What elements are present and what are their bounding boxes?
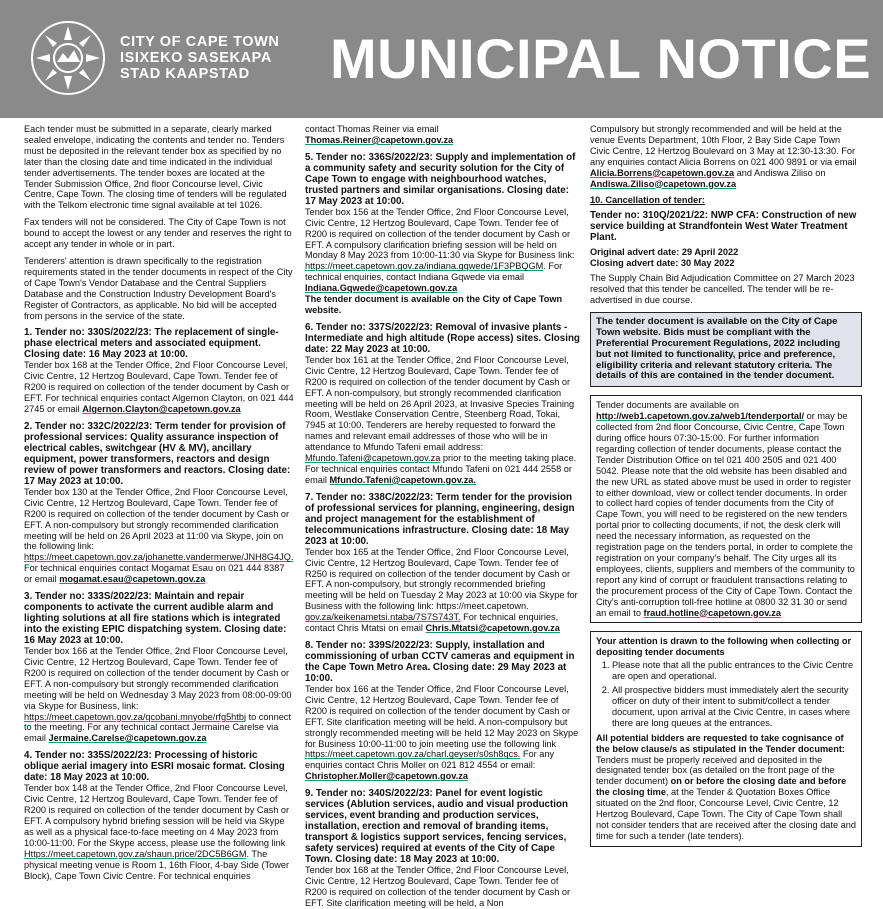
tender-note: The tender document is available on the City of Cape Town website. xyxy=(305,294,563,315)
meeting-link[interactable]: https://meet.capetown.gov.za/indiana.gqwede/1F3PBQGM xyxy=(305,261,544,272)
email-link[interactable]: Jermaine.Carelse@capetown.gov.za xyxy=(48,733,207,744)
tender-body: . For technical enquiries, contact Indiana Gqwede via email xyxy=(305,261,563,283)
column-1 xyxy=(24,124,294,881)
tender-item xyxy=(24,750,294,881)
tender-body: Tender box 168 at the Tender Office, 2nd Floor Concourse Level, Civic Centre, 12 Hertzog Boulevard, Cape Town. Tender fee of R200 is required on collection of the tender document by Cash or EFT. Site clarification meeting will be held, a Non xyxy=(305,865,571,908)
tender-heading: 3. Tender no: 333S/2022/23: Maintain and repair components to activate the current audible alarm and lighting solutions at all fire stations which is integrated into the existing EPIC dispatching system. Closing date: 16 May 2023 at 10:00. xyxy=(24,591,287,647)
column-2 xyxy=(305,124,580,908)
email-link[interactable]: mogamat.esau@capetown.gov.za xyxy=(59,574,206,585)
tender-body: Tender box 166 at the Tender Office, 2nd Floor Concourse Level, Civic Centre, 12 Hertzog Boulevard, Cape Town. Tender fee of R200 is required on collection of the tender document by Cash or EFT. Site clarification meeting will be held. A non-compulsory but strongly recommended meeting will be held 12 May 2023 on Skype for Business 10:00-11:00 to join meeting use the following link xyxy=(305,684,579,749)
tender-heading: 8. Tender no: 339S/2022/23: Supply, installation and commissioning of urban CCTV cameras and equipment in the Cape Town Metro Area. Closing date: 29 May 2023 at 10:00. xyxy=(305,640,575,684)
email-link[interactable]: Indiana.Gqwede@capetown.gov.za xyxy=(305,283,458,294)
clause-heading: All potential bidders are requested to take cognisance of the below clause/s as stipulated in the Tender document: xyxy=(596,732,845,754)
tender-body: and Andiswa Ziliso on xyxy=(736,167,826,178)
intro-paragraph: Each tender must be submitted in a separate, clearly marked sealed envelope, indicating the contents and tender no. Tenders must be deposited in the relevant tender box as specified by no later than the closing date and time indicated in the individual tender advertisements. The tender boxes are located at the Tender Submission Office, 2nd floor Concourse level, Civic Centre, Cape Town. The closing time of tenders will be regulated with the Telkom electronic time signal available at tel 1026. xyxy=(24,124,287,211)
tender-heading: 5. Tender no: 336S/2022/23: Supply and implementation of a community safety and security solution for the City of Cape Town to engage with neighbourhood watches, trusted partners and similar organisations. Closing date: 17 May 2023 at 10:00. xyxy=(305,151,576,207)
tender-body: Tender box 166 at the Tender Office, 2nd Floor Concourse Level, Civic Centre, 12 Hertzog Boulevard, Cape Town. Tender fee of R200 is required on collection of the tender document by Cash or EFT. A non-compulsory but strongly recommended clarification meeting will be held on Wednesday 3 May 2023 from 08:00-09:00 via Skype for Business, link: xyxy=(24,646,292,711)
tender-body: contact Thomas Reiner via email xyxy=(305,124,439,134)
header-banner xyxy=(0,0,883,118)
meeting-link[interactable]: https://meet.capetown.gov.za/johanette.vandermerwe/JNH8G4JQ. xyxy=(24,552,294,563)
tender-portal-link[interactable]: http://web1.capetown.gov.za/web1/tenderportal/ xyxy=(596,411,805,422)
email-link[interactable]: Algernon.Clayton@capetown.gov.za xyxy=(82,404,241,415)
tender-item xyxy=(305,640,580,782)
tender-body: Tender box 168 at the Tender Office, 2nd Floor Concourse Level, Civic Centre, 12 Hertzog Boulevard, Cape Town. Tender fee of R200 is required on collection of the tender document by Cash or EFT. For technical enquiries contact Algernon Clayton, on 021 444 2745 or email xyxy=(24,360,294,415)
organization-name xyxy=(120,34,280,82)
org-line-3: STAD KAAPSTAD xyxy=(120,66,250,82)
tender-body: prior to the meeting taking place. For technical enquiries contact Mfundo Tafeni on 021 444 2558 or email xyxy=(305,453,577,485)
email-link[interactable]: Thomas.Reiner@capetown.gov.za xyxy=(305,134,454,145)
compliance-text: The tender document is available on the City of Cape Town website. Bids must be compliant with the Preferential Procurement Regulations, 2022 including but not limited to functionality, price and preference, eligibility criteria and relevant statutory criteria. The details of this are contained in the tender document. xyxy=(596,315,841,382)
tender-item xyxy=(24,421,294,585)
tender-continued xyxy=(305,124,580,146)
fraud-hotline-email[interactable]: fraud.hotline@capetown.gov.za xyxy=(643,607,781,618)
tender-heading: 7. Tender no: 338C/2022/23: Term tender for the provision of professional services for planning, engineering, design and project management for the establishment of telecommunications infrastructure. Closing date: 18 May 2023 at 10:00. xyxy=(305,491,575,547)
email-link[interactable]: Mfundo.Tafeni@capetown.gov.za xyxy=(305,453,441,464)
attention-list xyxy=(596,660,856,728)
email-link[interactable]: Mfundo.Tafeni@capetown.gov.za. xyxy=(329,474,476,485)
tender-heading: 9. Tender no: 340S/2022/23: Panel for event logistic services (Ablution services, audio and visual production services, event branding and production services, installation, erection and removal of branding items, transport & logistics support services, fencing services, safety services) required at events of the City of Cape Town. Closing date: 18 May 2023 at 10:00. xyxy=(305,788,568,866)
email-link[interactable]: Chris.Mtatsi@capetown.gov.za xyxy=(425,623,560,634)
tender-body: . The physical meeting venue is Room 1, 16th Floor, 4-bay Side (Tower Block), Cape Town Civic Centre. For technical enquiries xyxy=(24,848,290,881)
email-link[interactable]: Andiswa.Ziliso@capetown.gov.za xyxy=(590,178,737,189)
list-item: 1. Please note that all the public entrances to the Civic Centre are open and operational. xyxy=(612,660,856,682)
page-title: MUNICIPAL NOTICE xyxy=(330,27,872,90)
tender-item xyxy=(305,152,580,316)
email-link[interactable]: Christopher.Moller@capetown.gov.za xyxy=(305,771,468,782)
tender-heading: 1. Tender no: 330S/2022/23: The replacement of single-phase electrical meters and associated equipment. Closing date: 16 May 2023 at 10:00. xyxy=(24,327,279,361)
org-line-1: CITY OF CAPE TOWN xyxy=(120,34,280,50)
tender-body: to connect to the meeting. For any technical contact Jermaine Carelse via email xyxy=(24,711,291,744)
tender-body: For technical enquiries, contact Chris Mtatsi on email xyxy=(305,612,559,634)
cancellation-heading: 10. Cancellation of tender: xyxy=(590,195,705,206)
attention-heading: Your attention is drawn to the following when collecting or depositing tender documents xyxy=(596,636,852,658)
tender-continued xyxy=(590,124,862,189)
tender-item xyxy=(305,492,580,634)
tender-item xyxy=(305,788,580,909)
intro-paragraph: Fax tenders will not be considered. The City of Cape Town is not bound to accept the lowest or any tender and reserves the right to accept any tender in whole or in part. xyxy=(24,217,292,250)
tender-body: For technical enquiries contact Mogamat Esau on 021 444 8387 or email xyxy=(24,563,285,585)
list-item: 2. All prospective bidders must immediately alert the security officer on duty of their intent to submit/collect a tender document, upon arrival at the Civic Centre, in cases where there are long queues at the entrances. xyxy=(612,685,856,729)
tender-body: Tender box 130 at the Tender Office, 2nd Floor Concourse Level, Civic Centre, 12 Hertzog Boulevard, Cape Town. Tender fee of R200 is required on collection of the tender document by Cash or EFT. A non-compulsory but strongly recommended clarification meeting will be held on 26 April 2023 at 11:00 via Skype, join on the following link: xyxy=(24,486,290,552)
tender-body: Compulsory but strongly recommended and will be held at the venue Events Department, 10th Floor, 2 Bay Side Cape Town Civic Centre, 12 Hertzog Boulevard on 3 May at 12:30-13:30. For any enquiries contact Alicia Borrens on 021 400 9891 or via email xyxy=(590,124,857,167)
org-line-2: ISIXEKO SASEKAPA xyxy=(120,50,272,66)
cancellation-resolution: The Supply Chain Bid Adjudication Committee on 27 March 2023 resolved that this tender be cancelled. The tender will be re-advertised in due course. xyxy=(590,273,855,305)
clause-part: , at the Tender & Quotation Boxes Office situated on the 2nd floor, Concourse Level, Civic Centre, 12 Hertzog Boulevard, Cape Town. The City of Cape Town shall not consider tenders that are received after the closing date and time for such a tender (late tenders). xyxy=(596,787,856,841)
tender-documents-box xyxy=(590,395,862,623)
clause-emphasis: on or before the closing date and before the closing time xyxy=(596,776,847,798)
column-3 xyxy=(590,124,862,846)
tender-body: Tender box 156 at the Tender Office, 2nd Floor Concourse Level, Civic Centre, 12 Hertzog Boulevard, Cape Town. Tender fee of R200 is required on collection of the tender document by Cash or EFT. A compulsory clarification briefing session will be held on Monday 8 May 2023 from 10:00-11:30 via Skype for Business link: xyxy=(305,206,575,261)
clause-part: Tenders must be properly received and deposited in the designated tender box (as detailed on the front page of the tender document) xyxy=(596,754,835,787)
cancellation-section xyxy=(590,195,862,305)
closing-advert-date: Closing advert date: 30 May 2022 xyxy=(590,258,735,269)
tender-item xyxy=(305,322,580,486)
attention-box xyxy=(590,631,862,846)
tender-item xyxy=(24,327,294,415)
intro-paragraph: Tenderers' attention is drawn specifically to the registration requirements stated in the tender documents in respect of the City of Cape Town's Vendor Database and the Central Suppliers Database and the Construction Industry Development Board's Register of Contractors, as applicable. No bid will be accepted from persons in the service of the state. xyxy=(24,255,293,321)
docs-text: Tender documents are available on xyxy=(596,400,740,411)
tender-heading: 4. Tender no: 335S/2022/23: Processing of historic oblique aerial imagery into ESRI mosaic format. Closing date: 18 May 2023 at 10:00. xyxy=(24,750,285,784)
email-link[interactable]: Alicia.Borrens@capetown.gov.za xyxy=(590,167,735,178)
tender-item xyxy=(24,591,294,744)
meeting-link[interactable]: https://meet.capetown.gov.za/charl.geyser/s0sh8qcs. xyxy=(305,749,521,760)
tender-body: Tender box 161 at the Tender Office, 2nd Floor Concourse Level, Civic Centre, 12 Hertzog Boulevard, Cape Town. Tender fee of R200 is required on collection of the tender document by Cash or EFT. A non-compulsory, but strongly recommended clarification meeting will be held on 26 April 2023, at Invasive Species Training Room, Westlake Conservation Centre, Steenberg Road, Tokai, 7945 at 10:00. Tenderers are hereby requested to forward the names and relevant email addresses of those who will be in attendance to Mfundo Tafeni email address: xyxy=(305,354,575,453)
tender-body: For any enquiries contact Chris Moller on 021 812 4554 or email: xyxy=(305,749,555,771)
docs-text: or may be collected from 2nd floor Concourse, Civic Centre, Cape Town during office hours 07:30-15:00. For further information regarding collection of tender documents, please contact the Tender Distribution Office on tel 021 400 2505 and 021 400 5042. Please note that the old website has been disabled and the new URL as stated above must be used in order to register to either download, view or collect tender documents. In order to collect hard copies of tender documents from the City of Cape Town, you will need to be registered on the new tenders portal prior to collecting documents, if not, the desk clerk will need the necessary information, as requested on the registration page on the tenders portal, in order to complete the registration on your company's behalf. The City urges all its employees, clients, suppliers and members of the community to report any kind of corrupt or fraudulent transactions relating to the procurement process of the City of Cape Town. Contact the City's anti-corruption toll-free hotline at 0800 32 31 30 or send an email to xyxy=(596,411,855,618)
tender-heading: 6. Tender no: 337S/2022/23: Removal of invasive plants - Intermediate and high altitude (Rope access) sites. Closing date: 22 May 2023 at 10:00. xyxy=(305,321,580,355)
compliance-notice-box xyxy=(590,312,862,387)
meeting-link[interactable]: gov.za/keikenametsi.ntaba/7S7S743T. xyxy=(305,612,461,623)
original-advert-date: Original advert date: 29 April 2022 xyxy=(590,247,739,258)
clause-text xyxy=(596,755,856,842)
meeting-link[interactable]: Https://meet.capetown.gov.za/shaun.price/2DC5B6GM xyxy=(24,848,247,859)
tender-body: Tender box 165 at the Tender Office, 2nd Floor Concourse Level, Civic Centre, 12 Hertzog Boulevard, Cape Town. Tender fee of R250 is required on collection of the tender document by Cash or EFT. A non-compulsory, but strongly recommended briefing meeting will be held on Tuesday 2 May 2023 at 10:00 via Skype for Business with the following link: https://meet.capetown. xyxy=(305,546,578,612)
tender-heading: 2. Tender no: 332C/2022/23: Term tender for provision of professional services: Quality assurance inspection of electrical cables, switchgear (HV & MV), ancillary equipment, power transformers, reactors and design review of power transformers and reactors. Closing date: 17 May 2023 at 10:00. xyxy=(24,420,291,487)
notice-content xyxy=(0,120,883,908)
city-logo-icon xyxy=(30,20,106,96)
meeting-link[interactable]: https://meet.capetown.gov.za/qcobani.mnyobe/rfg5htbj xyxy=(24,711,246,722)
tender-body: Tender box 148 at the Tender Office, 2nd Floor Concourse Level, Civic Centre, 12 Hertzog Boulevard, Cape Town. Tender fee of R200 is required on collection of the tender document by Cash or EFT. A compulsory hybrid briefing session will be held via Skype as well as a physical face-to-face meeting on 4 May 2023 from 10:00-11:00. For the Skype access, please use the following link xyxy=(24,783,290,848)
cancelled-tender: Tender no: 310Q/2021/22: NWP CFA: Construction of new service building at Strandfontein West Water Treatment Plant. xyxy=(590,210,857,244)
